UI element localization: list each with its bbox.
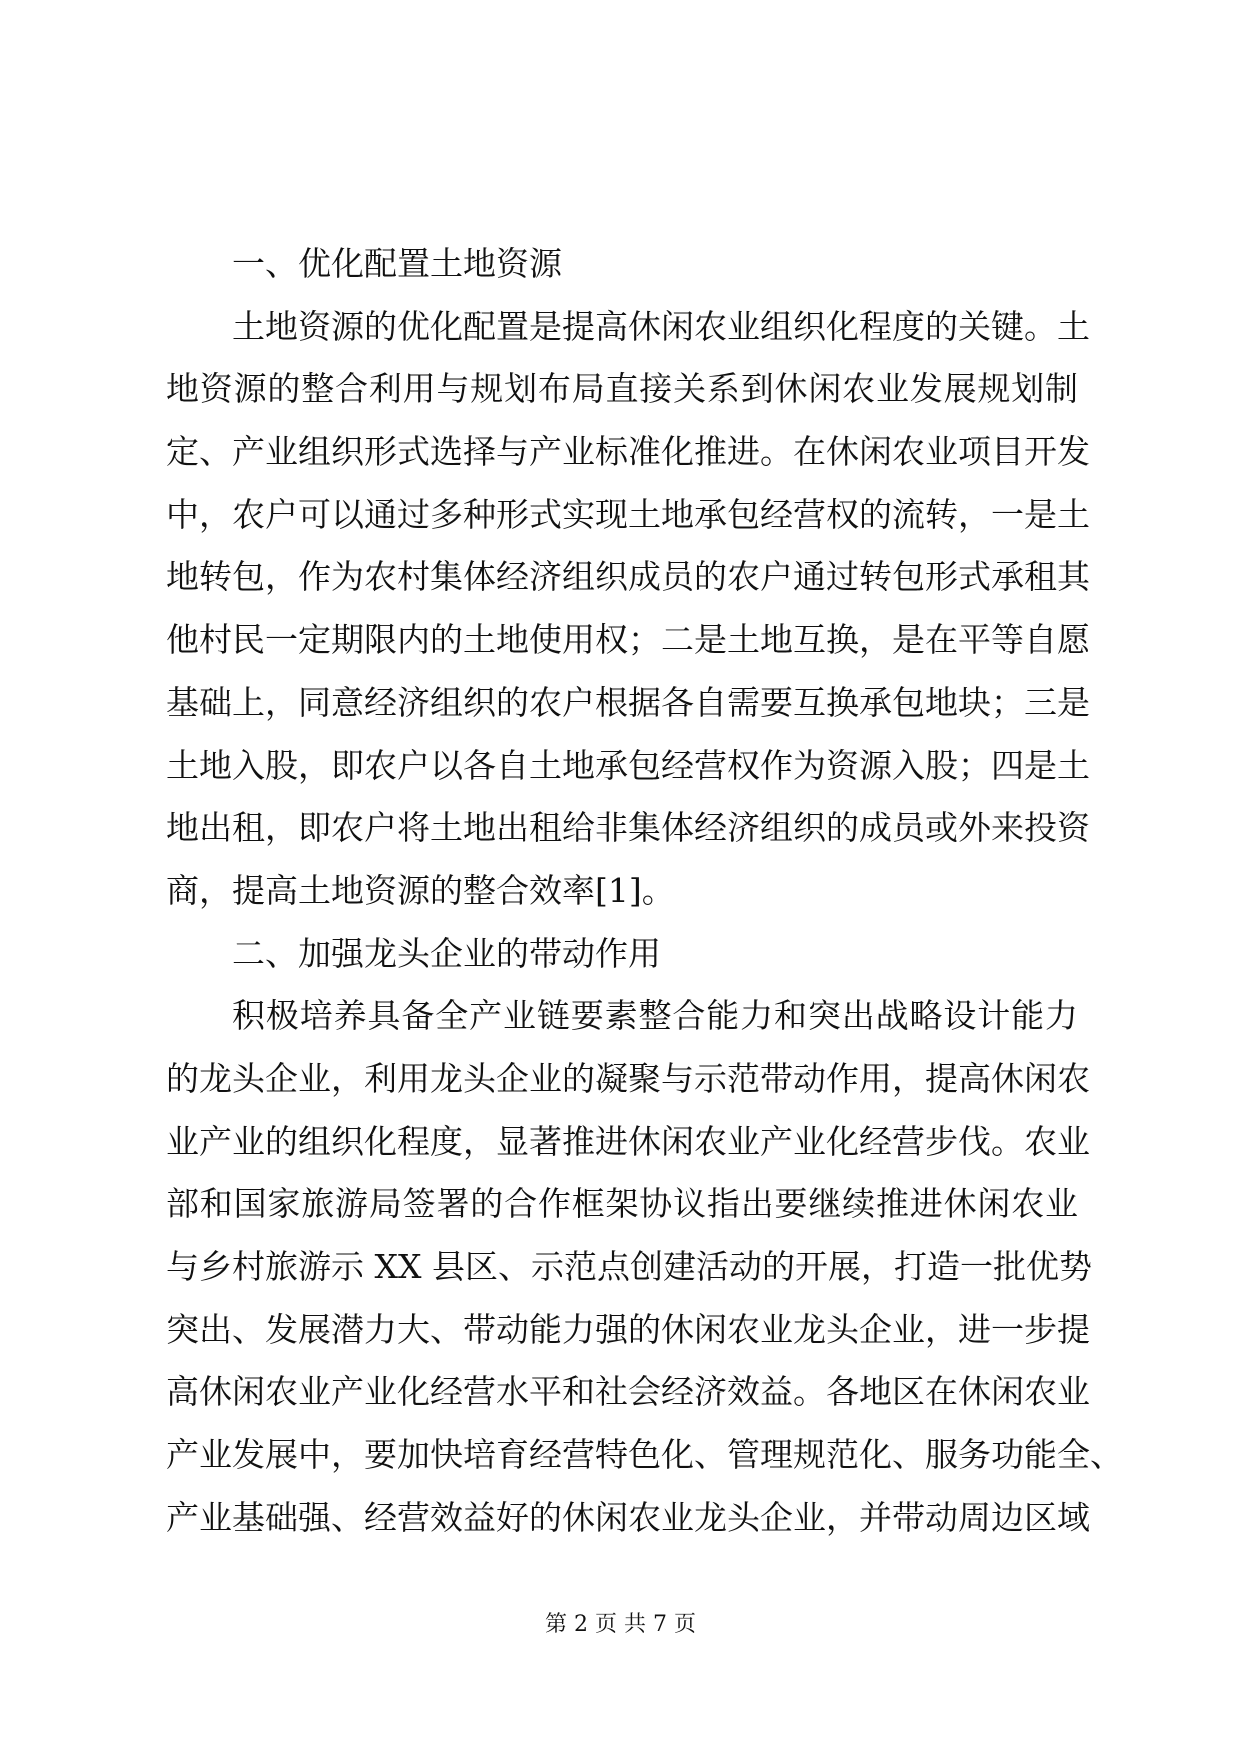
text-line: 基础上，同意经济组织的农户根据各自需要互换承包地块；三是	[166, 682, 1090, 722]
document-body	[166, 233, 1123, 1549]
text-line: 积极培养具备全产业链要素整合能力和突出战略设计能力	[232, 996, 1078, 1036]
text-line: 业产业的组织化程度，显著推进休闲农业产业化经营步伐。农业	[166, 1121, 1090, 1161]
text-line: 产业基础强、经营效益好的休闲农业龙头企业，并带动周边区域	[166, 1497, 1090, 1537]
text-line: 的龙头企业，利用龙头企业的凝聚与示范带动作用，提高休闲农	[166, 1058, 1090, 1098]
text-line: 商，提高土地资源的整合效率[1]。	[166, 870, 675, 910]
text-line: 与乡村旅游示 XX 县区、示范点创建活动的开展，打造一批优势	[166, 1247, 1092, 1286]
text-line: 高休闲农业产业化经营水平和社会经济效益。各地区在休闲农业	[166, 1372, 1090, 1412]
page-footer: 第 2 页 共 7 页	[545, 1612, 696, 1637]
text-line: 部和国家旅游局签署的合作框架协议指出要继续推进休闲农业	[166, 1184, 1078, 1224]
text-line: 地资源的整合利用与规划布局直接关系到休闲农业发展规划制	[166, 369, 1078, 409]
text-line: 中，农户可以通过多种形式实现土地承包经营权的流转，一是土	[166, 494, 1090, 534]
text-line: 一、优化配置土地资源	[232, 244, 562, 283]
text-line: 定、产业组织形式选择与产业标准化推进。在休闲农业项目开发	[166, 432, 1090, 472]
text-line: 土地入股，即农户以各自土地承包经营权作为资源入股；四是土	[166, 745, 1090, 785]
text-line: 产业发展中，要加快培育经营特色化、管理规范化、服务功能全、	[166, 1435, 1123, 1475]
text-line: 突出、发展潜力大、带动能力强的休闲农业龙头企业，进一步提	[166, 1309, 1090, 1349]
text-line: 土地资源的优化配置是提高休闲农业组织化程度的关键。土	[232, 306, 1090, 346]
text-line: 他村民一定期限内的土地使用权；二是土地互换，是在平等自愿	[166, 620, 1090, 660]
text-line: 二、加强龙头企业的带动作用	[232, 933, 661, 973]
text-line: 地转包，作为农村集体经济组织成员的农户通过转包形式承租其	[166, 557, 1090, 597]
text-line: 地出租，即农户将土地出租给非集体经济组织的成员或外来投资	[166, 808, 1090, 848]
